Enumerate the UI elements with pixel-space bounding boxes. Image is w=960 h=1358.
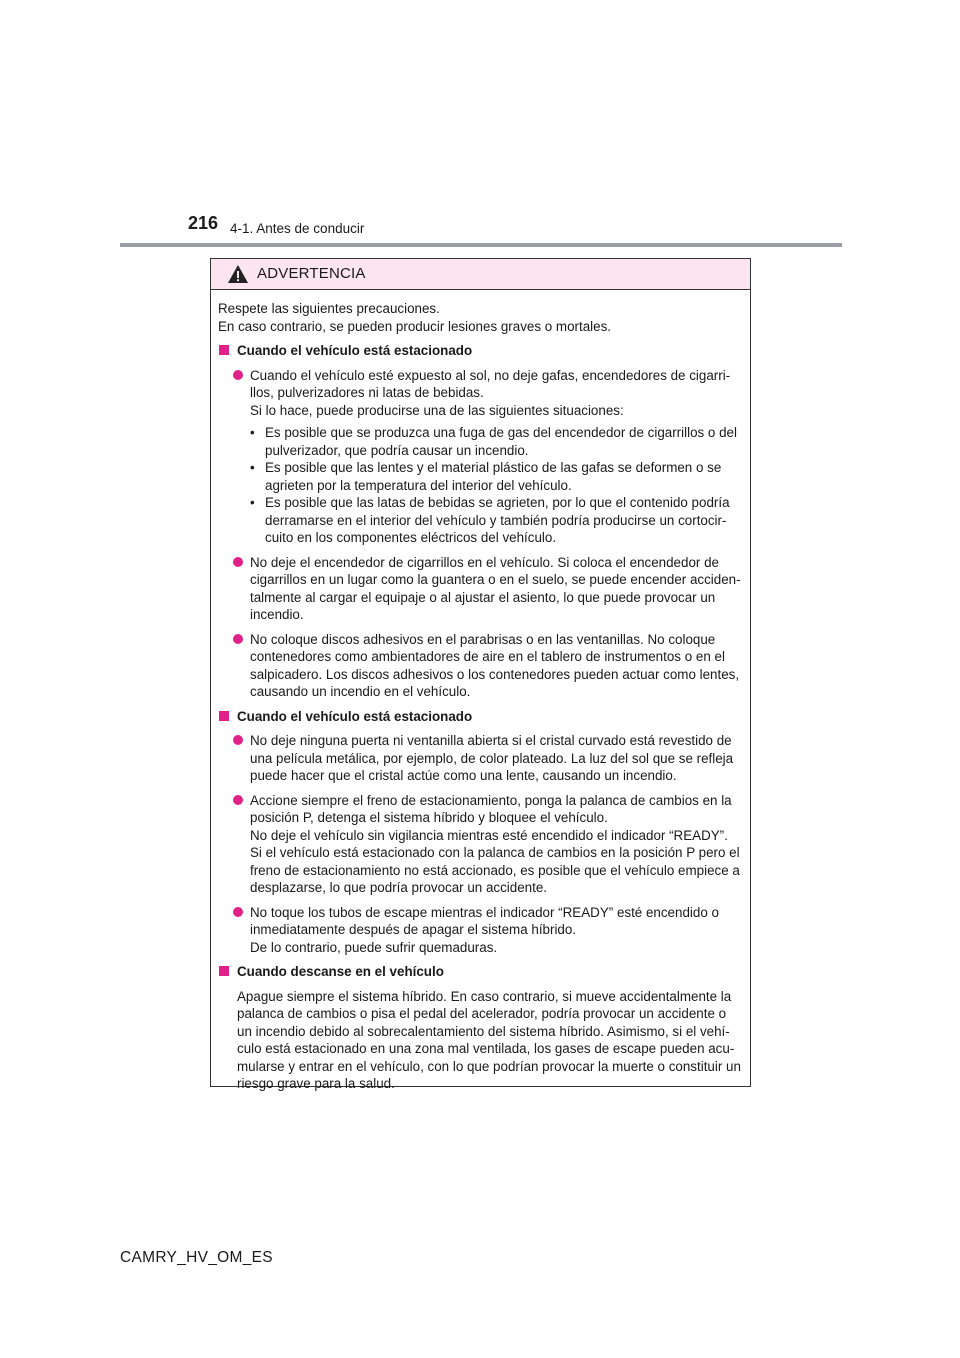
paragraph-line: un incendio debido al sobrecalentamiento del sistema híbrido. Asimismo, si el vehí- [237,1023,730,1039]
sub-list [218,424,742,547]
sub-line: cuito en los componentes eléctricos del vehículo. [265,530,557,545]
warning-box [210,258,751,1091]
bullet-item [218,732,742,785]
sub-item [218,424,742,459]
bullet-item [218,631,742,701]
bullet-line: llos, pulverizadores ni latas de bebidas. [250,385,484,400]
sub-line: derramarse en el interior del vehículo y también podría producirse un cortocir- [265,512,727,528]
bullet-line: No deje ninguna puerta ni ventanilla abierta si el cristal curvado está revestido de [250,733,732,748]
bullet-item [218,792,742,897]
warning-body [211,290,750,1093]
dot-bullet-icon: • [250,460,255,475]
bullet-line: No toque los tubos de escape mientras el indicador “READY” esté encendido o [250,904,719,920]
section-paragraph [218,988,742,1093]
document-code: CAMRY_HV_OM_ES [120,1249,273,1266]
round-bullet-icon [233,735,243,745]
sub-item [218,494,742,547]
bullet-line: posición P, detenga el sistema híbrido y bloquee el vehículo. [250,810,608,825]
round-bullet-icon [233,557,243,567]
square-bullet-icon [219,345,229,355]
round-bullet-icon [233,907,243,917]
paragraph-line: mularse y entrar en el vehículo, con lo que podrían provocar la muerte o constituir un [237,1058,741,1074]
round-bullet-icon [233,370,243,380]
round-bullet-icon [233,634,243,644]
round-bullet-icon [233,795,243,805]
bullet-line: freno de estacionamiento no está accionado, es posible que el vehículo empiece a [250,862,740,878]
paragraph-line: culo está estacionado en una zona mal ventilada, los gases de escape pueden acu- [237,1041,735,1056]
bullet-line: Accione siempre el freno de estacionamiento, ponga la palanca de cambios en la [250,792,732,808]
bullet-item [218,554,742,624]
section-heading-text: Cuando descanse en el vehículo [237,964,444,979]
bullet-line: cigarrillos en un lugar como la guantera o en el suelo, se puede encender acciden- [250,572,741,587]
section-heading [218,708,742,726]
bullet-line: De lo contrario, puede sufrir quemaduras. [250,939,498,955]
dot-bullet-icon: • [250,495,255,510]
section-heading [218,342,742,360]
bullet-line: No deje el encendedor de cigarrillos en el vehículo. Si coloca el encendedor de [250,554,719,570]
bullet-line: desplazarse, lo que podría provocar un accidente. [250,880,548,895]
bullet-item [218,367,742,420]
intro-line: Respete las siguientes precauciones. [218,301,440,316]
sub-line: agrieten por la temperatura del interior del vehículo. [265,477,572,493]
bullet-line: salpicadero. Los discos adhesivos o los contenedores pueden actuar como lentes, [250,666,740,682]
section-heading [218,963,742,981]
section-heading-text: Cuando el vehículo está estacionado [237,343,473,358]
bullet-line: incendio. [250,607,304,622]
page-number: 216 [188,213,219,233]
bullet-line: una película metálica, por ejemplo, de color plateado. La luz del sol que se refleja [250,750,734,766]
intro-line: En caso contrario, se pueden producir lesiones graves o mortales. [218,318,612,334]
sub-line: Es posible que las latas de bebidas se agrieten, por lo que el contenido podría [265,495,730,510]
paragraph-line: palanca de cambios o pisa el pedal del acelerador, podría provocar un accidente o [237,1006,727,1021]
dot-bullet-icon: • [250,425,255,440]
bullet-line: Si lo hace, puede producirse una de las siguientes situaciones: [250,402,624,418]
bullet-line: No deje el vehículo sin vigilancia mientras esté encendido el indicador “READY”. [250,827,728,843]
sub-item [218,459,742,494]
bullet-line: puede hacer que el cristal actúe como una lente, causando un incendio. [250,768,677,783]
bullet-item [218,904,742,957]
bullet-line: No coloque discos adhesivos en el parabrisas o en las ventanillas. No coloque [250,631,716,647]
bullet-line: contenedores como ambientadores de aire en el tablero de instrumentos o en el [250,649,725,664]
sub-line: Es posible que se produzca una fuga de gas del encendedor de cigarrillos o del [265,425,737,440]
bullet-line: inmediatamente después de apagar el sistema híbrido. [250,922,577,937]
sub-line: pulverizador, que podría causar un incendio. [265,442,529,458]
warning-intro [218,300,742,335]
paragraph-line: riesgo grave para la salud. [237,1076,395,1091]
paragraph-line: Apague siempre el sistema híbrido. En caso contrario, si mueve accidentalmente la [237,988,732,1004]
bullet-line: causando un incendio en el vehículo. [250,684,471,699]
warning-header [211,259,750,290]
square-bullet-icon [219,966,229,976]
bullet-line: talmente al cargar el equipaje o al ajustar el asiento, lo que puede provocar un [250,589,716,605]
sub-line: Es posible que las lentes y el material plástico de las gafas se deformen o se [265,460,722,475]
square-bullet-icon [219,711,229,721]
section-heading-text: Cuando el vehículo está estacionado [237,708,473,724]
warning-title: ADVERTENCIA [257,265,366,282]
section-title: 4-1. Antes de conducir [230,221,365,236]
header-rule [120,243,842,247]
bullet-line: Si el vehículo está estacionado con la palanca de cambios en la posición P pero el [250,845,740,860]
bullet-line: Cuando el vehículo esté expuesto al sol, no deje gafas, encendedores de cigarri- [250,367,731,383]
warning-triangle-icon [227,264,249,284]
